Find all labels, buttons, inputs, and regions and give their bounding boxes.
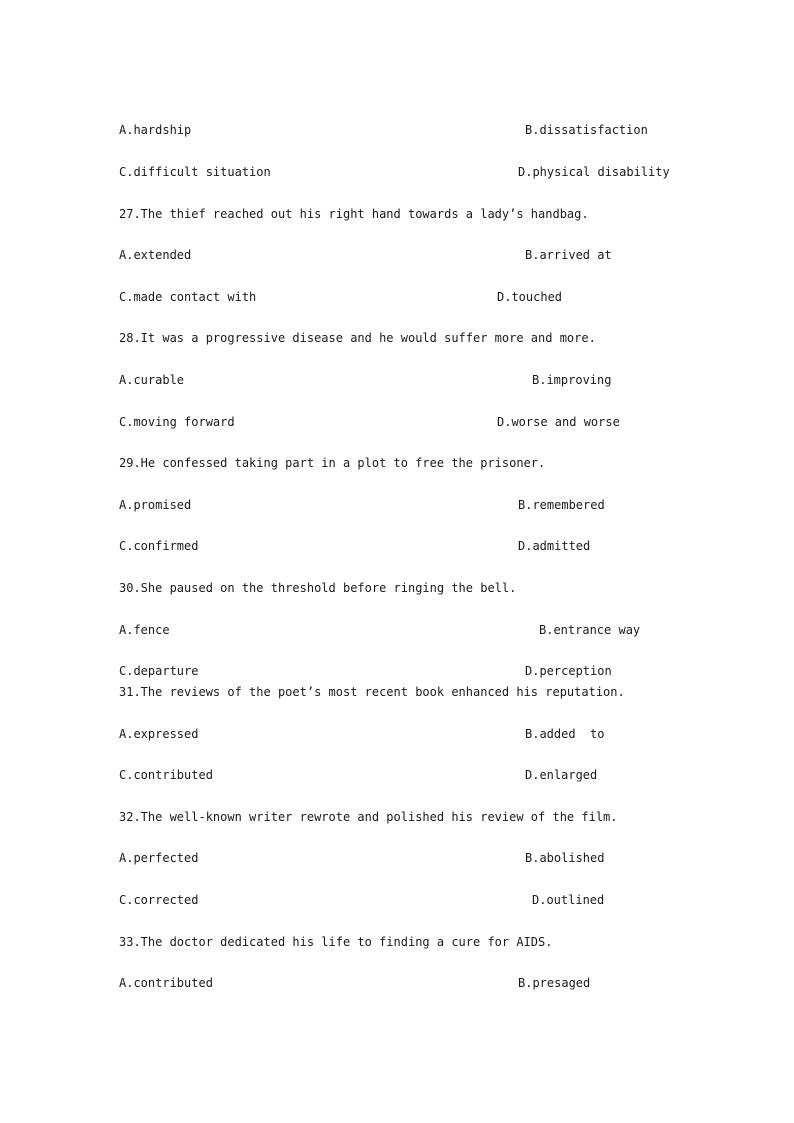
option-a: A.contributed	[119, 976, 213, 990]
option-c: C.made contact with	[119, 290, 257, 304]
option-b: B.arrived at	[525, 248, 612, 262]
question-31: 31.The reviews of the poet’s most recent book enhanced his reputation.	[119, 685, 625, 699]
question-28: 28.It was a progressive disease and he would suffer more and more.	[119, 331, 596, 345]
question-32: 32.The well-known writer rewrote and polished his review of the film.	[119, 810, 618, 824]
option-c: C.departure	[119, 664, 199, 678]
option-a: A.expressed	[119, 727, 199, 741]
option-b: B.entrance way	[539, 623, 641, 637]
option-b: B.abolished	[525, 851, 605, 865]
option-d: D.touched	[497, 290, 563, 304]
option-c: C.confirmed	[119, 539, 199, 553]
option-b: B.added to	[525, 727, 605, 741]
option-a: A.curable	[119, 373, 185, 387]
option-a: A.fence	[119, 623, 170, 637]
option-a: A.perfected	[119, 851, 199, 865]
option-d: D.enlarged	[525, 768, 598, 782]
option-a: A.hardship	[119, 123, 192, 137]
option-d: D.outlined	[532, 893, 605, 907]
option-b: B.presaged	[518, 976, 591, 990]
option-c: C.difficult situation	[119, 165, 271, 179]
option-a: A.promised	[119, 498, 192, 512]
option-d: D.worse and worse	[497, 415, 620, 429]
option-c: C.moving forward	[119, 415, 235, 429]
option-c: C.corrected	[119, 893, 199, 907]
option-d: D.perception	[525, 664, 612, 678]
question-29: 29.He confessed taking part in a plot to free the prisoner.	[119, 456, 546, 470]
question-33: 33.The doctor dedicated his life to finding a cure for AIDS.	[119, 935, 553, 949]
option-b: B.remembered	[518, 498, 605, 512]
question-27: 27.The thief reached out his right hand towards a lady’s handbag.	[119, 207, 589, 221]
option-b: B.dissatisfaction	[525, 123, 648, 137]
option-d: D.admitted	[518, 539, 591, 553]
option-c: C.contributed	[119, 768, 213, 782]
option-a: A.extended	[119, 248, 192, 262]
option-b: B.improving	[532, 373, 612, 387]
question-30: 30.She paused on the threshold before ringing the bell.	[119, 581, 517, 595]
option-d: D.physical disability	[518, 165, 670, 179]
